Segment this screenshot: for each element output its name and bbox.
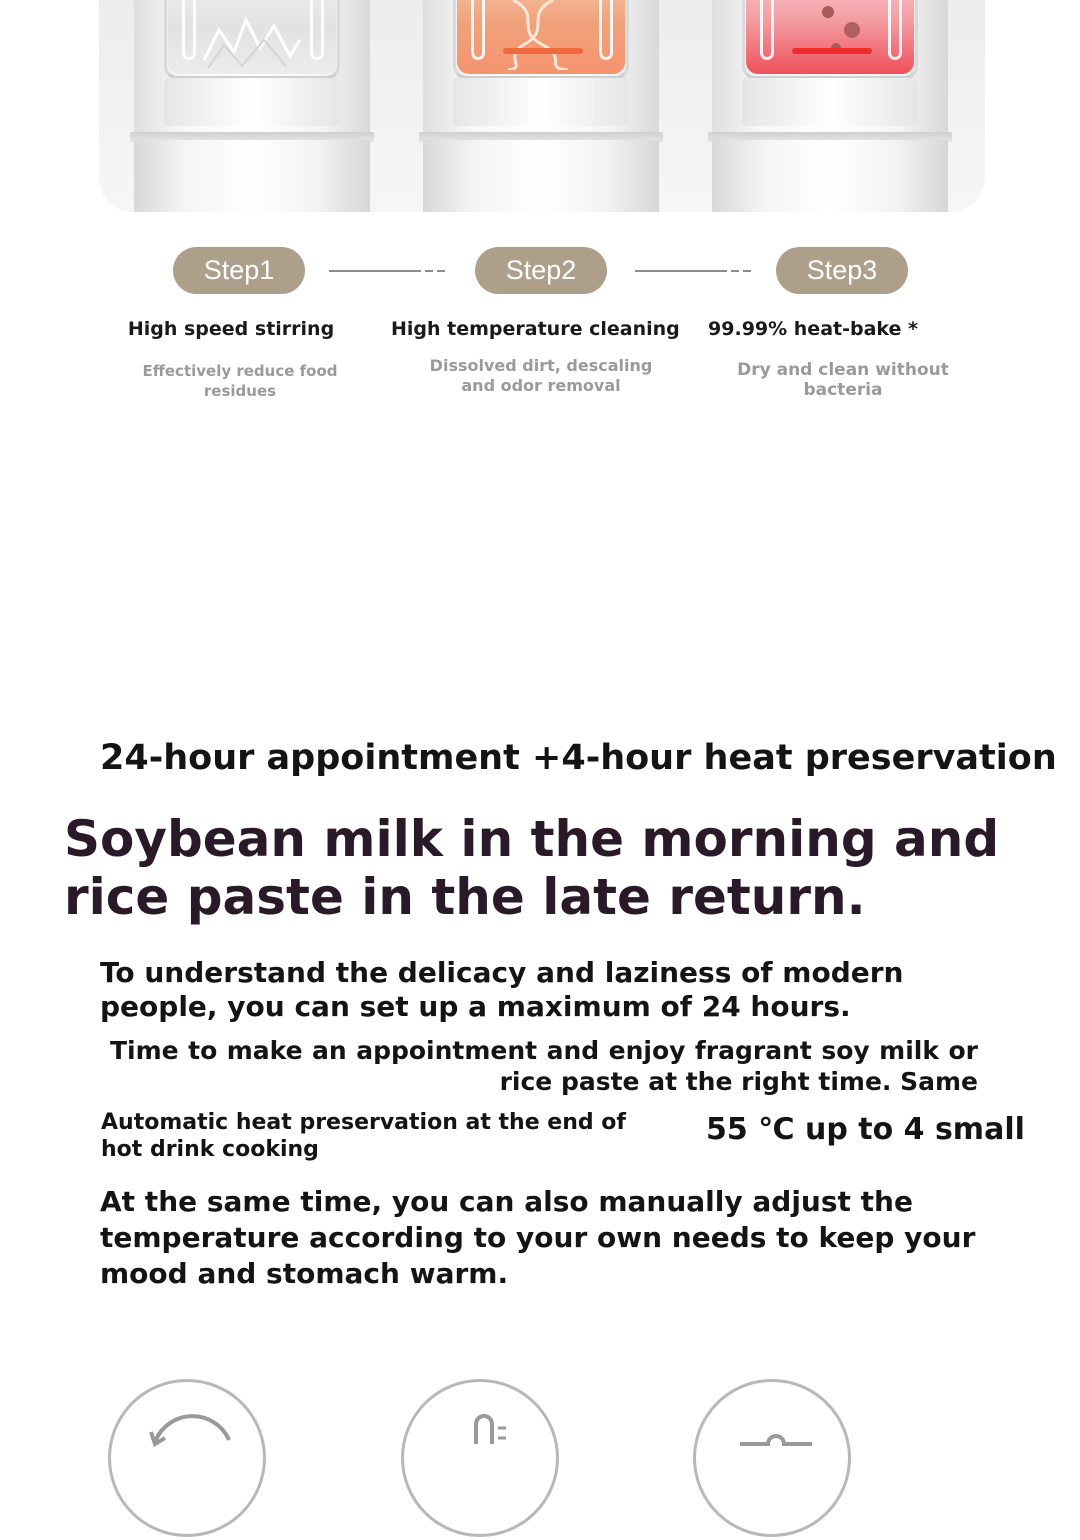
feature-paragraph-1: To understand the delicacy and laziness of modern people, you can set up a maximum of 24 hours. (100, 956, 904, 1023)
blender-clear-water (134, 0, 370, 212)
step-1-title: High speed stirring (127, 318, 335, 340)
clock-icon (108, 1379, 266, 1537)
step-connector-2 (635, 270, 751, 272)
feature-subtitle: 24-hour appointment +4-hour heat preservation (100, 738, 1057, 778)
step-3-badge: Step3 (776, 247, 908, 294)
step-3-description: Dry and clean without bacteria (737, 360, 949, 400)
step-2-description: Dissolved dirt, descaling and odor removal (429, 356, 653, 395)
blender-red-bake (712, 0, 948, 212)
step-1-description: Effectively reduce food residues (142, 362, 338, 400)
step-connector-1 (329, 270, 445, 272)
thermometer-icon (401, 1379, 559, 1537)
step-1-badge: Step1 (173, 247, 305, 294)
feature-paragraph-3-side: 55 ℃ up to 4 small (706, 1112, 1025, 1147)
feature-paragraph-2: Time to make an appointment and enjoy fragrant soy milk or rice paste at the right time. Same (110, 1036, 978, 1096)
step-2-title: High temperature cleaning (391, 318, 680, 340)
feature-paragraph-4: At the same time, you can also manually adjust the temperature according to your own needs to keep your mood and stomach warm. (100, 1185, 976, 1290)
heater-icon (693, 1379, 851, 1537)
feature-paragraph-3: Automatic heat preservation at the end of hot drink cooking (101, 1110, 626, 1162)
step-3-title: 99.99% heat-bake * (708, 318, 918, 340)
blender-hot-orange (423, 0, 659, 212)
feature-headline: Soybean milk in the morning and rice paste in the late return. (64, 810, 1000, 926)
step-2-badge: Step2 (475, 247, 607, 294)
product-image-panel (99, 0, 985, 212)
